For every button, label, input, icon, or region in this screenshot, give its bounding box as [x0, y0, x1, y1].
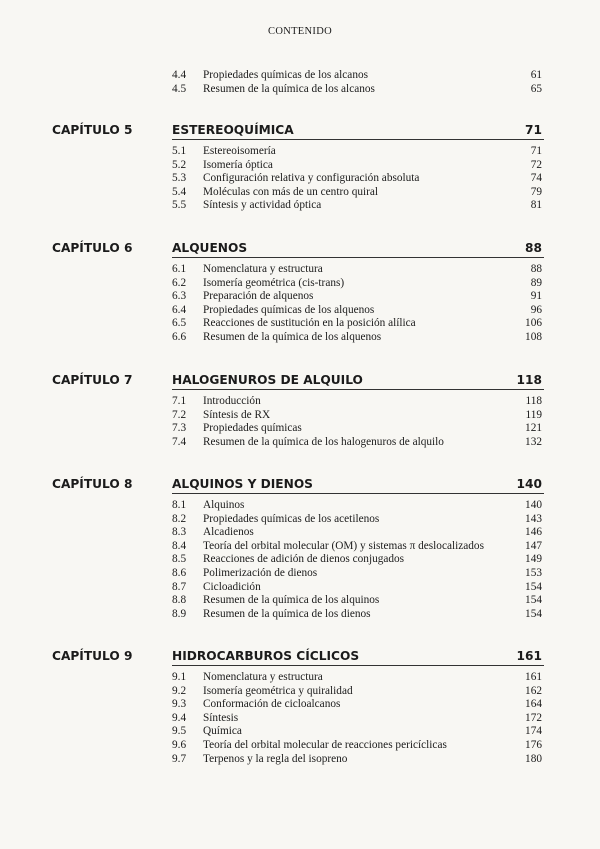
toc-entry [172, 68, 542, 82]
entry-number: 9.5 [172, 725, 187, 738]
entry-title: Configuración relativa y configuración absoluta [203, 172, 420, 185]
entry-title: Isomería geométrica y quiralidad [203, 684, 353, 697]
entry-title: Cicloadición [203, 580, 261, 593]
entry-page: 140 [525, 499, 542, 511]
entry-number: 5.5 [172, 199, 187, 212]
entry-number: 6.4 [172, 303, 187, 316]
toc-entry [172, 330, 542, 344]
entry-title: Alcadienos [203, 526, 254, 539]
toc-entry [172, 498, 542, 512]
toc-entry [172, 711, 542, 725]
entry-page: 61 [530, 69, 542, 81]
entry-title: Resumen de la química de los halogenuros de alquilo [203, 435, 444, 448]
toc-entry [172, 185, 542, 199]
toc-entry [172, 684, 542, 698]
entry-number: 6.5 [172, 317, 187, 330]
entry-number: 5.3 [172, 172, 187, 185]
entry-number: 9.7 [172, 752, 187, 765]
entry-page: 119 [525, 408, 542, 421]
entry-title: Isomería óptica [203, 158, 273, 171]
entry-title: Teoría del orbital molecular (OM) y sistemas π deslocalizados [203, 539, 484, 552]
entry-page: 108 [525, 331, 542, 343]
entry-page: 79 [530, 185, 542, 198]
entry-number: 5.4 [172, 185, 187, 198]
entry-number: 4.4 [172, 69, 187, 81]
entry-title: Moléculas con más de un centro quiral [203, 185, 379, 198]
entry-title: Nomenclatura y estructura [203, 671, 323, 683]
chapter-label: CAPÍTULO 7 [52, 373, 133, 387]
toc-entry [172, 435, 542, 449]
toc-entry [172, 303, 542, 317]
entry-page: 161 [525, 671, 542, 683]
entry-title: Estereoisomería [203, 145, 276, 157]
entry-number: 4.5 [172, 82, 187, 95]
entry-title: Síntesis de RX [203, 408, 271, 421]
entry-title: Reacciones de sustitución en la posición alílica [203, 317, 416, 330]
entry-title: Introducción [203, 395, 261, 407]
entry-page: 174 [525, 725, 542, 738]
entry-number: 6.2 [172, 276, 187, 289]
entry-title: Isomería geométrica (cis-trans) [203, 276, 345, 289]
toc-entry [172, 670, 542, 684]
entry-title: Preparación de alquenos [203, 290, 314, 303]
entry-number: 8.2 [172, 512, 187, 525]
chapter-title: ALQUENOS [172, 241, 248, 255]
chapter-heading [52, 122, 544, 138]
entry-title: Terpenos y la regla del isopreno [203, 752, 348, 765]
toc-entry [172, 525, 542, 539]
entry-page: 96 [530, 303, 542, 316]
entry-number: 9.2 [172, 684, 187, 697]
entry-page: 91 [530, 290, 542, 303]
toc-entry [172, 724, 542, 738]
entry-title: Reacciones de adición de dienos conjugados [203, 553, 405, 566]
toc-entry [172, 394, 542, 408]
entry-title: Propiedades químicas [203, 422, 302, 435]
chapter-label: CAPÍTULO 9 [52, 649, 133, 663]
chapter-divider [172, 257, 544, 258]
chapter-title: HALOGENUROS DE ALQUILO [172, 373, 363, 387]
toc-entry [172, 82, 542, 96]
chapter-title: HIDROCARBUROS CÍCLICOS [172, 649, 360, 663]
chapter-label: CAPÍTULO 6 [52, 241, 133, 255]
entry-number: 7.1 [172, 395, 187, 407]
toc-entry [172, 158, 542, 172]
entry-title: Resumen de la química de los alquenos [203, 331, 382, 343]
toc-entry [172, 289, 542, 303]
toc-entry [172, 580, 542, 594]
entry-number: 9.3 [172, 698, 187, 711]
entry-page: 172 [525, 711, 542, 724]
chapter-heading [52, 372, 544, 388]
entry-page: 72 [530, 158, 542, 171]
entry-page: 176 [525, 739, 542, 751]
entry-number: 5.1 [172, 145, 187, 157]
entry-page: 147 [525, 539, 542, 552]
entry-title: Alquinos [203, 499, 245, 511]
chapter-title: ALQUINOS Y DIENOS [172, 477, 313, 491]
entry-number: 8.3 [172, 526, 187, 539]
toc-entry [172, 697, 542, 711]
entry-page: 71 [530, 145, 542, 157]
entry-title: Nomenclatura y estructura [203, 263, 323, 275]
chapter-divider [172, 389, 544, 390]
chapter-page: 71 [525, 123, 542, 137]
chapter-page: 118 [516, 373, 542, 387]
entry-page: 154 [525, 580, 542, 593]
entry-number: 8.4 [172, 539, 187, 552]
entry-title: Polimerización de dienos [203, 567, 318, 579]
entry-number: 6.1 [172, 263, 187, 275]
entry-page: 132 [525, 435, 542, 448]
entry-number: 8.5 [172, 553, 187, 566]
toc-entry [172, 198, 542, 212]
entry-page: 81 [530, 199, 542, 212]
chapter-heading [52, 240, 544, 256]
toc-entry [172, 171, 542, 185]
toc-entry [172, 512, 542, 526]
entry-page: 65 [530, 82, 542, 95]
entry-number: 8.6 [172, 567, 187, 579]
chapter-page: 161 [516, 649, 542, 663]
entry-page: 153 [525, 567, 542, 579]
entry-number: 6.6 [172, 331, 187, 343]
chapter-divider [172, 493, 544, 494]
entry-page: 121 [525, 422, 542, 435]
entry-number: 9.1 [172, 671, 187, 683]
entry-title: Propiedades químicas de los alcanos [203, 69, 369, 81]
entry-page: 88 [530, 263, 542, 275]
entry-title: Teoría del orbital molecular de reacciones pericíclicas [203, 739, 447, 751]
entry-title: Resumen de la química de los dienos [203, 607, 371, 620]
toc-entry [172, 408, 542, 422]
entry-page: 146 [525, 526, 542, 539]
entry-title: Propiedades químicas de los acetilenos [203, 512, 380, 525]
entry-title: Síntesis [203, 711, 239, 724]
entry-number: 9.6 [172, 739, 187, 751]
chapter-divider [172, 665, 544, 666]
entry-title: Propiedades químicas de los alquenos [203, 303, 375, 316]
entry-page: 89 [530, 276, 542, 289]
chapter-label: CAPÍTULO 8 [52, 477, 133, 491]
entry-title: Química [203, 725, 242, 738]
toc-entry [172, 752, 542, 766]
entry-number: 9.4 [172, 711, 187, 724]
toc-entry [172, 566, 542, 580]
chapter-heading [52, 476, 544, 492]
entry-number: 6.3 [172, 290, 187, 303]
entry-title: Resumen de la química de los alcanos [203, 82, 375, 95]
toc-entry [172, 607, 542, 621]
running-header: CONTENIDO [268, 26, 332, 37]
entry-page: 106 [525, 317, 542, 330]
chapter-page: 88 [525, 241, 542, 255]
toc-entry [172, 276, 542, 290]
entry-title: Síntesis y actividad óptica [203, 199, 322, 212]
entry-page: 143 [525, 512, 542, 525]
toc-entry [172, 552, 542, 566]
entry-number: 7.3 [172, 422, 187, 435]
entry-page: 164 [525, 698, 542, 711]
chapter-heading [52, 648, 544, 664]
entry-number: 8.7 [172, 580, 187, 593]
entry-number: 8.9 [172, 607, 187, 620]
entry-page: 149 [525, 553, 542, 566]
entry-title: Conformación de cicloalcanos [203, 698, 341, 711]
chapter-title: ESTEREOQUÍMICA [172, 123, 294, 137]
chapter-divider [172, 139, 544, 140]
chapter-page: 140 [516, 477, 542, 491]
entry-number: 7.2 [172, 408, 187, 421]
toc-entry [172, 262, 542, 276]
toc-entry [172, 421, 542, 435]
toc-entry [172, 593, 542, 607]
entry-page: 154 [525, 607, 542, 620]
toc-entry [172, 539, 542, 553]
entry-number: 5.2 [172, 158, 187, 171]
entry-page: 180 [525, 752, 542, 765]
chapter-label: CAPÍTULO 5 [52, 123, 133, 137]
toc-entry [172, 738, 542, 752]
toc-entry [172, 144, 542, 158]
entry-page: 74 [530, 172, 542, 185]
toc-entry [172, 316, 542, 330]
entry-number: 7.4 [172, 435, 187, 448]
entry-number: 8.1 [172, 499, 187, 511]
entry-number: 8.8 [172, 594, 187, 607]
entry-page: 154 [525, 594, 542, 607]
entry-page: 162 [525, 684, 542, 697]
entry-title: Resumen de la química de los alquinos [203, 594, 380, 607]
entry-page: 118 [525, 395, 542, 407]
